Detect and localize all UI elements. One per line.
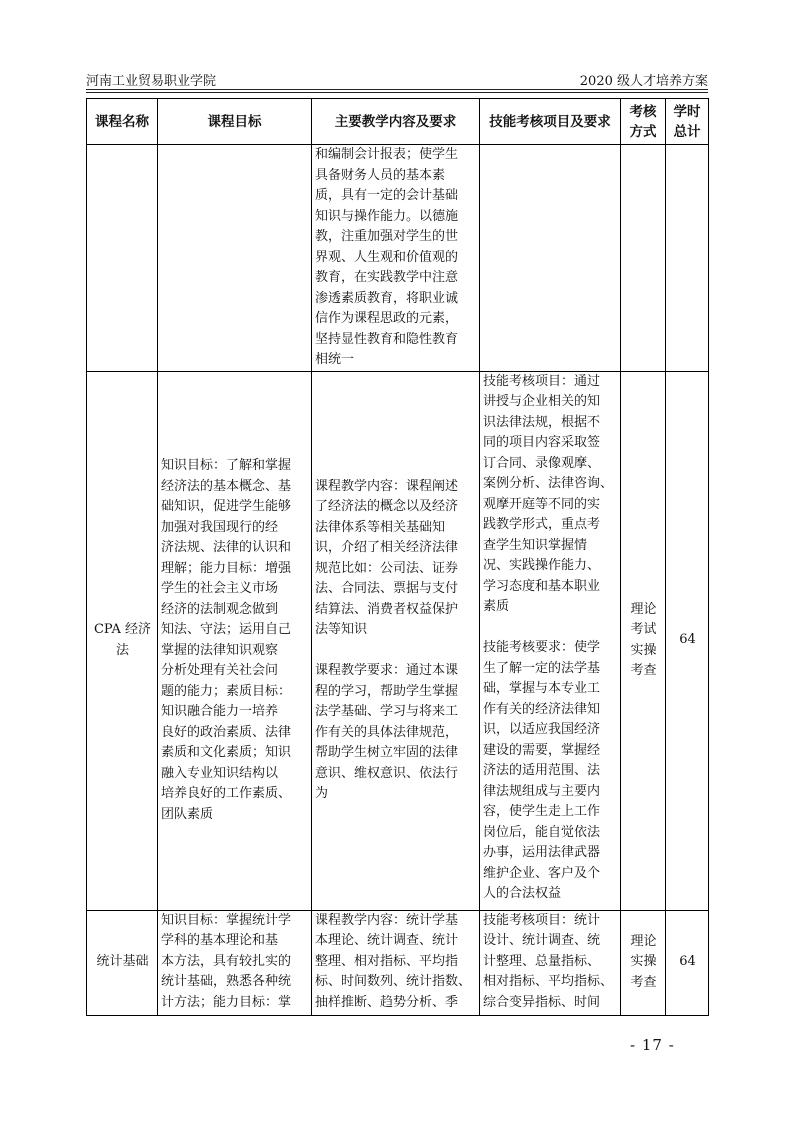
teaching-content-cell: 和编制会计报表；使学生 具备财务人员的基本素 质，具有一定的会计基础 知识与操作能力。以德施 教，注重加强对学生的世 界观、人生观和价值观的 教育，在实践教学中注意 渗透素质教育，将职业诚 信作为课程思政的元素， 坚持显性教育和隐性教育 相统一 [312,145,480,372]
assessment-method-cell [621,145,666,372]
skill-assessment-cell: 技能考核项目：统计 设计、统计调查、统 计整理、总量指标、 相对指标、平均指标、 综合变异指标、时间 [480,910,621,1015]
assessment-method-cell: 理论 实操 考查 [621,910,666,1015]
table-row [87,910,709,1015]
column-header-course-goal: 课程目标 [158,99,312,145]
header-rule-double [86,92,708,93]
skill-assessment-cell [480,145,621,372]
course-goal-cell: 知识目标：了解和掌握 经济法的基本概念、基 础知识，促进学生能够 加强对我国现行的经 济法规、法律的认识和 理解；能力目标：增强 学生的社会主义市场 经济的法制观念做到 知法、守法；运用自己 掌握的法律知识观察 分析处理有关社会问 题的能力；素质目标： 知识融合能力一培养 良好的政治素质、法律 素质和文化素质；知识 融入专业知识结构以 培养良好的工作素质、 团队素质 [158,371,312,910]
column-header-course-name: 课程名称 [87,99,158,145]
column-header-teaching-content: 主要教学内容及要求 [312,99,480,145]
course-name-cell: CPA 经济 法 [87,371,158,910]
course-table [86,98,709,1016]
header-rule [86,89,708,90]
total-hours-cell: 64 [666,910,709,1015]
document-title: 2020 级人才培养方案 [579,74,708,89]
teaching-content-cell: 课程教学内容：统计学基 本理论、统计调查、统计 整理、相对指标、平均指 标、时间数列、统计指数、 抽样推断、趋势分析、季 [312,910,480,1015]
column-header-skill-assessment: 技能考核项目及要求 [480,99,621,145]
assessment-method-cell: 理论 考试 实操 考查 [621,371,666,910]
course-name-cell: 统计基础 [87,910,158,1015]
page-number: - 17 - [630,1036,675,1054]
table-row [87,371,709,910]
skill-assessment-cell: 技能考核项目：通过 讲授与企业相关的知 识法律法规，根据不 同的项目内容采取签 订合同、录像观摩、 案例分析、法律咨询、 观摩开庭等不同的实 践教学形式，重点考 查学生知识掌握情 况、实践操作能力、 学习态度和基本职业 素质 技能考核要求：使学 生了解一定的法学基 础，掌握与本专业工 作有关的经济法律知 识，以适应我国经济 建设的需要，掌握经 济法的适用范围、法 律法规组成与主要内 容，使学生走上工作 岗位后，能自觉依法 办事，运用法律武器 维护企业、客户及个 人的合法权益 [480,371,621,910]
table-row [87,145,709,372]
column-header-total-hours: 学时 总计 [666,99,709,145]
total-hours-cell [666,145,709,372]
column-header-assessment-method: 考核 方式 [621,99,666,145]
teaching-content-cell: 课程教学内容：课程阐述 了经济法的概念以及经济 法律体系等相关基础知 识，介绍了相关经济法律 规范比如：公司法、证券 法、合同法、票据与支付 结算法、消费者权益保护 法等知识 课程教学要求：通过本课 程的学习，帮助学生掌握 法学基础、学习与将来工 作有关的具体法律规范， 帮助学生树立牢固的法律 意识、维权意识、依法行 为 [312,371,480,910]
institution-name: 河南工业贸易职业学院 [86,74,217,89]
course-goal-cell [158,145,312,372]
total-hours-cell: 64 [666,371,709,910]
course-name-cell [87,145,158,372]
course-goal-cell: 知识目标：掌握统计学 学科的基本理论和基 本方法，具有较扎实的 统计基础，熟悉各种统 计方法；能力目标：掌 [158,910,312,1015]
table-header-row [87,99,709,145]
